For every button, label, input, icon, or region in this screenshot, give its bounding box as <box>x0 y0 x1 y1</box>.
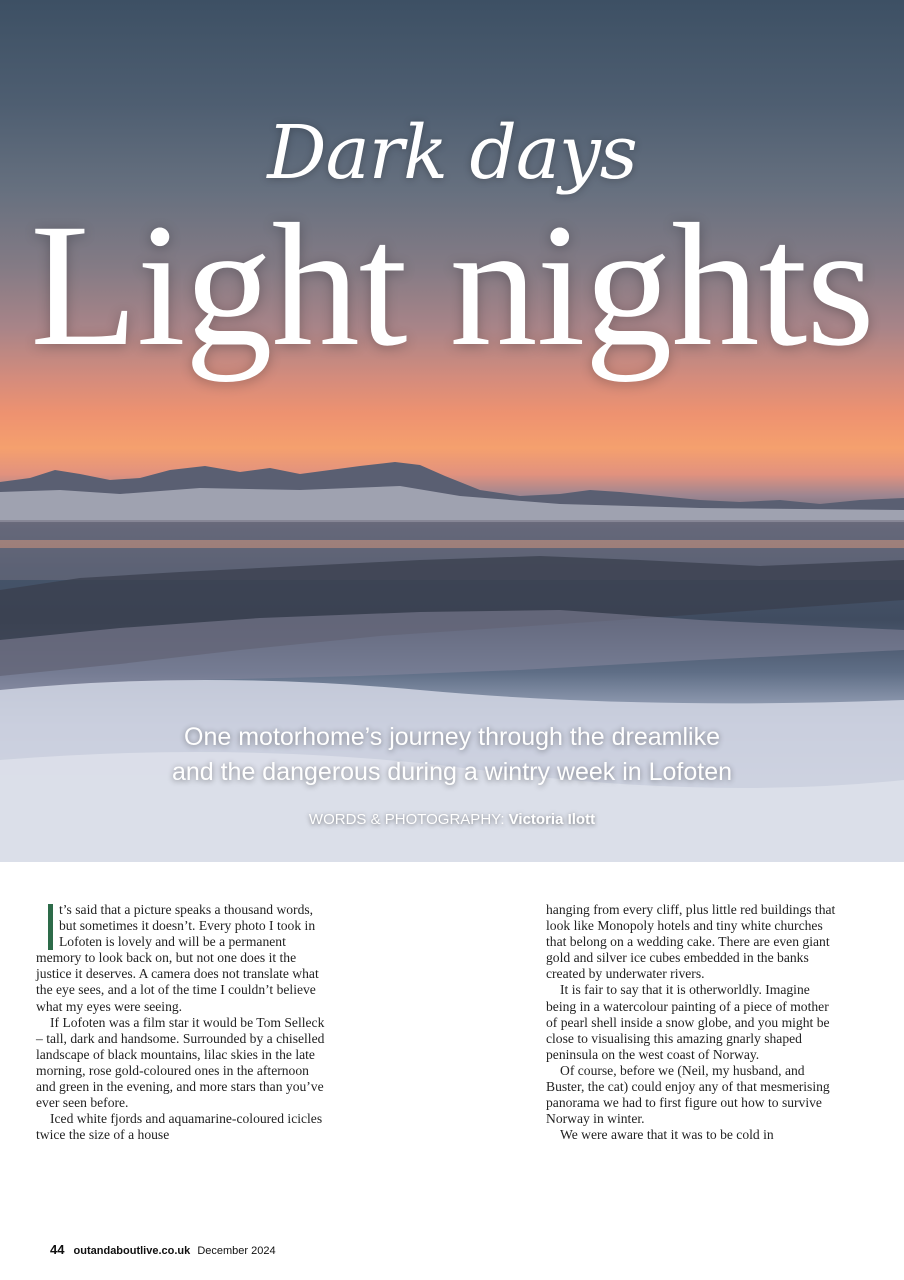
article-paragraph: It is fair to say that it is otherworldly. Imagine being in a watercolour painting of a piece of mother of pearl shell inside a snow globe, and you might be close to visualising this amazing gnarly shaped peninsula on the west coast of Norway. <box>546 982 830 1062</box>
byline-label: WORDS & PHOTOGRAPHY: <box>308 811 505 828</box>
standfirst <box>0 720 904 790</box>
drop-cap-bar <box>48 904 53 950</box>
article-paragraph <box>36 902 326 1015</box>
paragraph-text: t’s said that a picture speaks a thousand words, but sometimes it doesn’t. Every photo I took in Lofoten is lovely and will be a permanent memory to look back on, but not one does it the justice it deserves. A camera does not translate what the eye sees, and a lot of the time I couldn’t believe what my eyes were seeing. <box>36 902 319 1014</box>
site-link[interactable]: outandaboutlive.co.uk <box>73 1245 191 1257</box>
article-paragraph: hanging from every cliff, plus little red buildings that look like Monopoly hotels and tiny white churches that belong on a wedding cake. There are even giant gold and silver ice cubes embedded in the banks created by underwater rivers. <box>546 902 836 982</box>
byline <box>0 810 904 830</box>
article-column-left <box>36 902 326 1143</box>
article-paragraph: Of course, before we (Neil, my husband, and Buster, the cat) could enjoy any of that mesmerising panorama we had to first figure out how to survive Norway in winter. <box>546 1062 830 1127</box>
sunset-reflection <box>0 540 904 548</box>
page-number: 44 <box>50 1242 65 1257</box>
article-paragraph: We were aware that it was to be cold in <box>560 1127 774 1143</box>
standfirst-line: and the dangerous during a wintry week in Lofoten <box>171 758 733 786</box>
standfirst-line: One motorhome’s journey through the dreamlike <box>184 723 720 751</box>
article-paragraph: Iced white fjords and aquamarine-coloured icicles twice the size of a house <box>36 1111 323 1143</box>
article-paragraph: If Lofoten was a film star it would be Tom Selleck – tall, dark and handsome. Surrounded by a chiselled landscape of black mountains, lilac skies in the late morning, rose gold-coloured ones in the afternoon and green in the evening, and more stars than you’ve ever seen before. <box>36 1014 325 1111</box>
byline-name: Victoria Ilott <box>508 811 596 828</box>
headline-title: Light nights <box>30 188 874 383</box>
page-footer <box>50 1242 276 1257</box>
article-column-right <box>546 902 836 1143</box>
issue-date: December 2024 <box>197 1245 276 1257</box>
headline-kicker: Dark days <box>267 110 637 196</box>
